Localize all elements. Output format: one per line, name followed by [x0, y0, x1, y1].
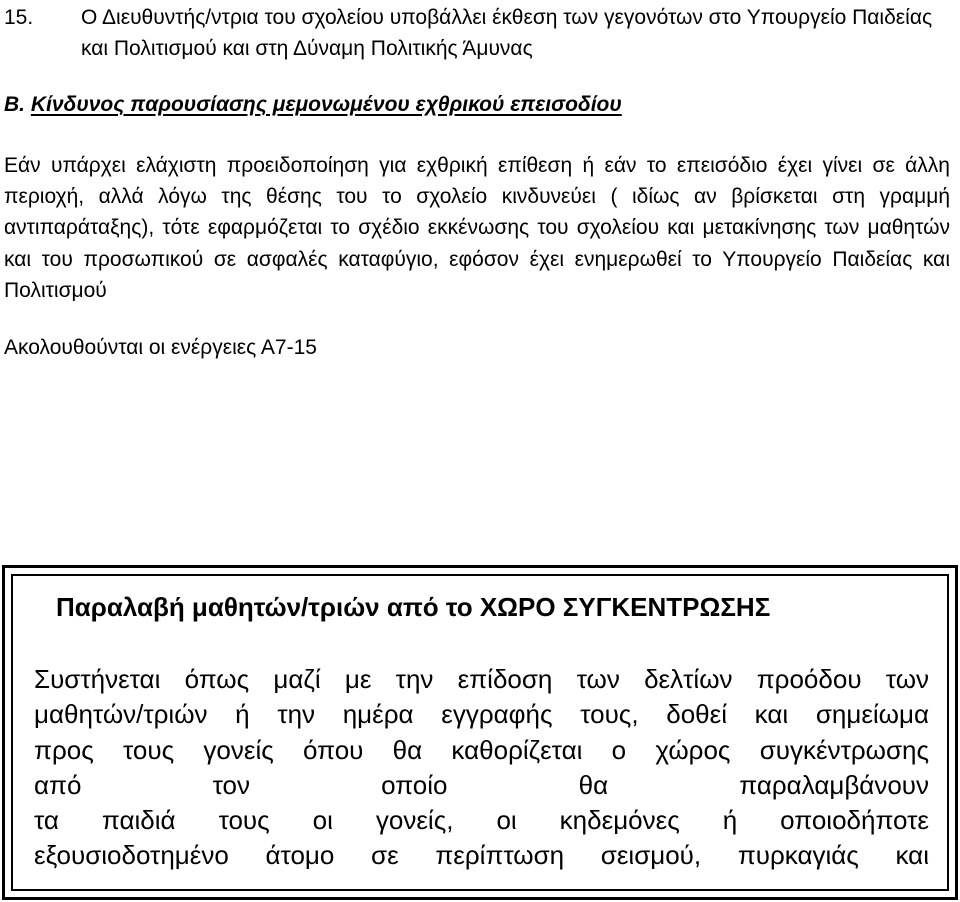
item-number: 15. [4, 6, 34, 29]
box-text-line: τα παιδιά τους οι γονείς, οι κηδεμόνες ή οποιοδήποτε [34, 805, 929, 836]
section-heading [4, 89, 622, 120]
box-text-line: Συστήνεται όπως μαζί με την επίδοση των δελτίων προόδου των [34, 664, 929, 694]
item-text: Ο Διευθυντής/ντρια του σχολείου υποβάλλει έκθεση των γεγονότων στο Υπουργείο Παιδείας και Πολιτισμού και στη Δύναμη Πολιτικής Άμυνας [81, 6, 933, 60]
section-title: Κίνδυνος παρουσίασης μεμονωμένου εχθρικού επεισοδίου [30, 93, 622, 116]
body-paragraph: Εάν υπάρχει ελάχιστη προειδοποίηση για εχθρική επίθεση ή εάν το επεισόδιο έχει γίνει σε άλλη περιοχή, αλλά λόγω της θέσης του το σχολείο κινδυνεύει ( ιδίως αν βρίσκεται στη γραμμή αντιπαράταξης), τότε εφαρμόζεται το σχέδιο εκκένωσης του σχολείου και μετακίνησης των μαθητών και του προσωπικού σε ασφαλές καταφύγιο, εφόσον έχει ενημερωθεί το Υπουργείο Παιδείας και Πολιτισμού [4, 154, 950, 302]
list-item-15 [4, 2, 954, 64]
box-title: Παραλαβή μαθητών/τριών από το ΧΩΡΟ ΣΥΓΚΕΝΤΡΩΣΗΣ [56, 592, 771, 622]
box-text-line: από τον οποίο θα παραλαμβάνουν [34, 769, 929, 800]
section-prefix: Β. [4, 93, 25, 116]
box-text-line: μαθητών/τριών ή την ημέρα εγγραφής τους, δοθεί και σημείωμα [34, 699, 929, 730]
box-text-line: εξουσιοδοτημένο άτομο σε περίπτωση σεισμού, πυρκαγιάς και [34, 840, 929, 871]
box-text [34, 662, 929, 874]
actions-note: Ακολουθούνται οι ενέργειες Α7-15 [4, 336, 317, 359]
box-text-line: προς τους γονείς όπου θα καθορίζεται ο χώρος συγκέντρωσης [34, 734, 929, 765]
